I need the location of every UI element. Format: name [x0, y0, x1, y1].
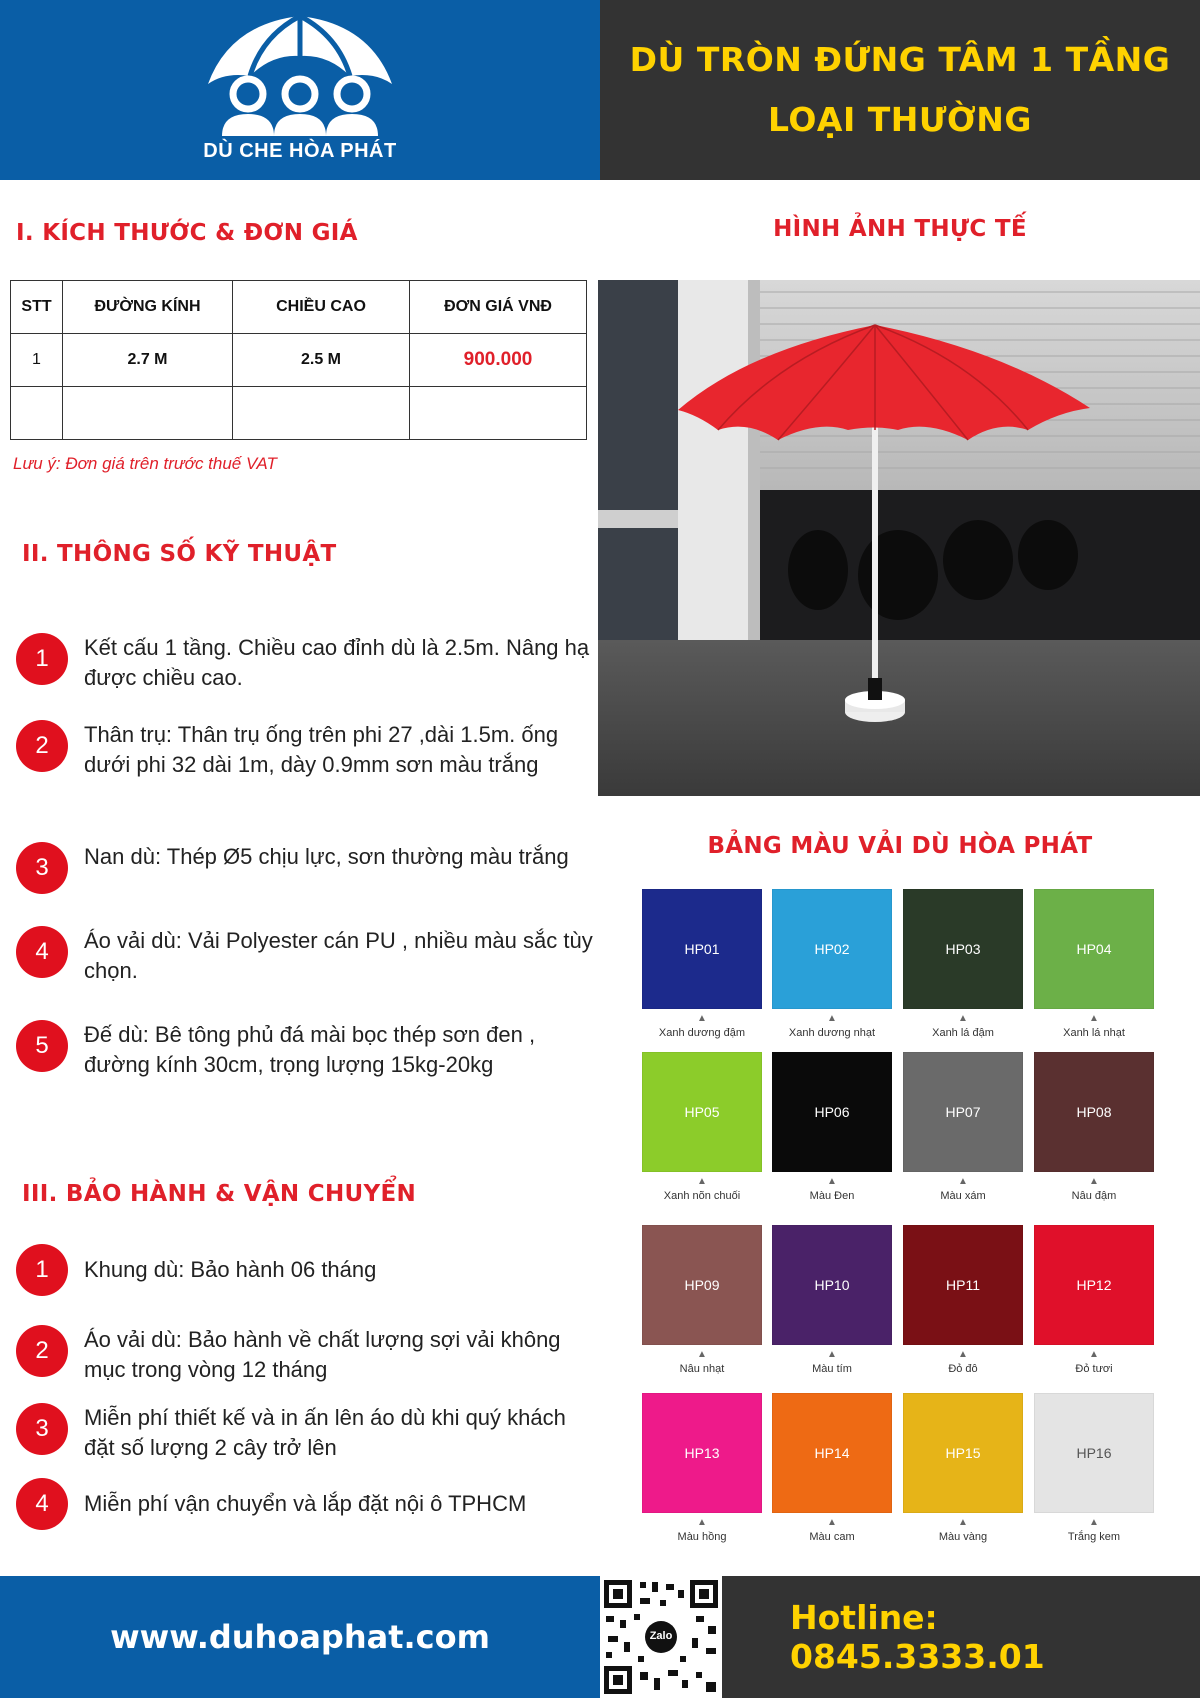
number-badge: 5: [16, 1020, 68, 1072]
color-swatch-hp01: [642, 889, 762, 1009]
swatch-code: HP15: [945, 1445, 981, 1461]
section-size-price-title: I. KÍCH THƯỚC & ĐƠN GIÁ: [16, 220, 358, 246]
swatch-label: Xanh dương nhạt: [788, 1027, 876, 1039]
pointer-up-icon: ▲: [827, 1349, 837, 1360]
spec-text: Áo vải dù: Vải Polyester cán PU , nhiều màu sắc tùy chọn.: [84, 928, 593, 983]
cell-empty: [410, 387, 587, 440]
swatch-label: Xanh lá nhạt: [1063, 1027, 1125, 1039]
spec-text: Nan dù: Thép Ø5 chịu lực, sơn thường màu trắng: [84, 844, 569, 869]
color-swatch-hp07: [903, 1052, 1023, 1172]
spec-text: Thân trụ: Thân trụ ống trên phi 27 ,dài 1.5m. ống dưới phi 32 dài 1m, dày 0.9mm sơn màu trắng: [84, 722, 559, 777]
header-title-panel: [600, 0, 1200, 180]
swatch-label: Màu hồng: [677, 1531, 727, 1543]
column-header: CHIỀU CAO: [233, 281, 410, 334]
swatch-code: HP10: [814, 1277, 850, 1293]
footer-hotline-panel: [600, 1576, 1200, 1698]
brand-name: DÙ CHE HÒA PHÁT: [203, 140, 397, 162]
swatch-code: HP05: [684, 1104, 720, 1120]
swatch-label: Xanh nõn chuối: [663, 1190, 741, 1202]
column-header: ĐƯỜNG KÍNH: [63, 281, 233, 334]
pointer-up-icon: ▲: [1089, 1013, 1099, 1024]
color-swatch-hp14: [772, 1393, 892, 1513]
swatch-code: HP07: [945, 1104, 981, 1120]
cell-empty: [233, 387, 410, 440]
color-swatch-hp13: [642, 1393, 762, 1513]
section-warranty-title: III. BẢO HÀNH & VẬN CHUYỂN: [22, 1181, 417, 1207]
color-section-title: BẢNG MÀU VẢI DÙ HÒA PHÁT: [707, 833, 1093, 859]
pointer-up-icon: ▲: [1089, 1517, 1099, 1528]
pointer-up-icon: ▲: [1089, 1349, 1099, 1360]
cell-stt: 1: [11, 334, 63, 387]
swatch-code: HP06: [814, 1104, 850, 1120]
hotline-number[interactable]: Hotline: 0845.3333.01: [790, 1598, 1045, 1676]
umbrella-people-logo-icon: [200, 14, 400, 138]
table-row: [11, 334, 587, 387]
pointer-up-icon: ▲: [827, 1176, 837, 1187]
color-swatch-hp04: [1034, 889, 1154, 1009]
swatch-code: HP12: [1076, 1277, 1112, 1293]
pointer-up-icon: ▲: [697, 1176, 707, 1187]
column-header: ĐƠN GIÁ VNĐ: [410, 281, 587, 334]
swatch-label: Đỏ đô: [948, 1363, 978, 1375]
swatch-code: HP03: [945, 941, 981, 957]
swatch-label: Trắng kem: [1067, 1531, 1121, 1543]
number-badge: 3: [16, 1403, 68, 1455]
umbrella-photo: [598, 280, 1200, 796]
cell-height: 2.5 M: [233, 334, 410, 387]
color-swatch-hp09: [642, 1225, 762, 1345]
pointer-up-icon: ▲: [958, 1013, 968, 1024]
swatch-code: HP01: [684, 941, 720, 957]
color-swatch-hp02: [772, 889, 892, 1009]
swatch-label: Màu xám: [940, 1190, 986, 1202]
cell-diameter: 2.7 M: [63, 334, 233, 387]
price-table: [10, 280, 587, 440]
number-badge: 1: [16, 633, 68, 685]
color-swatch-hp08: [1034, 1052, 1154, 1172]
swatch-label: Màu tím: [812, 1363, 852, 1375]
header-brand-panel: [0, 0, 600, 180]
swatch-code: HP09: [684, 1277, 720, 1293]
swatch-label: Xanh lá đậm: [932, 1027, 994, 1039]
product-title-line2: LOẠI THƯỜNG: [768, 100, 1032, 139]
brand-logo: [200, 14, 400, 166]
cell-empty: [11, 387, 63, 440]
cell-price: 900.000: [410, 334, 587, 387]
number-badge: 1: [16, 1244, 68, 1296]
swatch-code: HP13: [684, 1445, 720, 1461]
pointer-up-icon: ▲: [958, 1176, 968, 1187]
zalo-label: Zalo: [649, 1630, 673, 1642]
website-link[interactable]: www.duhoaphat.com: [110, 1618, 490, 1656]
zalo-qr-code[interactable]: [600, 1576, 722, 1698]
color-swatch-hp10: [772, 1225, 892, 1345]
color-swatch-hp11: [903, 1225, 1023, 1345]
swatch-label: Đỏ tươi: [1075, 1363, 1113, 1375]
pointer-up-icon: ▲: [697, 1013, 707, 1024]
spec-text: Đế dù: Bê tông phủ đá mài bọc thép sơn đen , đường kính 30cm, trọng lượng 15kg-20kg: [84, 1022, 536, 1077]
swatch-label: Màu cam: [809, 1531, 855, 1543]
swatch-code: HP14: [814, 1445, 850, 1461]
table-row-empty: [11, 387, 587, 440]
warranty-text: Áo vải dù: Bảo hành về chất lượng sợi vải không mục trong vòng 12 tháng: [84, 1327, 561, 1382]
warranty-text: Miễn phí thiết kế và in ấn lên áo dù khi quý khách đặt số lượng 2 cây trở lên: [84, 1405, 566, 1460]
number-badge: 4: [16, 1478, 68, 1530]
spec-text: Kết cấu 1 tầng. Chiều cao đỉnh dù là 2.5m. Nâng hạ được chiều cao.: [84, 635, 590, 690]
pointer-up-icon: ▲: [697, 1517, 707, 1528]
color-swatch-hp15: [903, 1393, 1023, 1513]
section-specs-title: II. THÔNG SỐ KỸ THUẬT: [22, 541, 337, 567]
warranty-text: Khung dù: Bảo hành 06 tháng: [84, 1257, 377, 1282]
swatch-code: HP11: [946, 1277, 980, 1293]
footer-website-panel: [0, 1576, 600, 1698]
swatch-label: Nâu đậm: [1071, 1190, 1117, 1202]
table-header-row: [11, 281, 587, 334]
color-swatch-hp16: [1034, 1393, 1154, 1513]
color-swatch-hp05: [642, 1052, 762, 1172]
number-badge: 3: [16, 842, 68, 894]
swatch-code: HP16: [1076, 1445, 1112, 1461]
pointer-up-icon: ▲: [827, 1013, 837, 1024]
pointer-up-icon: ▲: [827, 1517, 837, 1528]
pointer-up-icon: ▲: [1089, 1176, 1099, 1187]
swatch-code: HP04: [1076, 941, 1112, 957]
number-badge: 2: [16, 1325, 68, 1377]
swatch-label: Màu vàng: [938, 1531, 988, 1543]
swatch-code: HP02: [814, 941, 850, 957]
swatch-label: Xanh dương đậm: [658, 1027, 746, 1039]
umbrella-photo-illustration: [598, 280, 1200, 796]
pointer-up-icon: ▲: [958, 1517, 968, 1528]
swatch-label: Màu Đen: [809, 1190, 855, 1202]
pointer-up-icon: ▲: [697, 1349, 707, 1360]
cell-empty: [63, 387, 233, 440]
swatch-label: Nâu nhạt: [679, 1363, 725, 1375]
number-badge: 4: [16, 926, 68, 978]
color-swatch-hp06: [772, 1052, 892, 1172]
pointer-up-icon: ▲: [958, 1349, 968, 1360]
warranty-text: Miễn phí vận chuyển và lắp đặt nội ô TPHCM: [84, 1491, 527, 1516]
swatch-code: HP08: [1076, 1104, 1112, 1120]
number-badge: 2: [16, 720, 68, 772]
product-title-line1: DÙ TRÒN ĐỨNG TÂM 1 TẦNG: [629, 40, 1171, 79]
column-header: STT: [11, 281, 63, 334]
color-swatch-hp12: [1034, 1225, 1154, 1345]
color-swatch-hp03: [903, 889, 1023, 1009]
photo-section-title: HÌNH ẢNH THỰC TẾ: [773, 216, 1027, 242]
price-note: Lưu ý: Đơn giá trên trước thuế VAT: [13, 454, 277, 473]
